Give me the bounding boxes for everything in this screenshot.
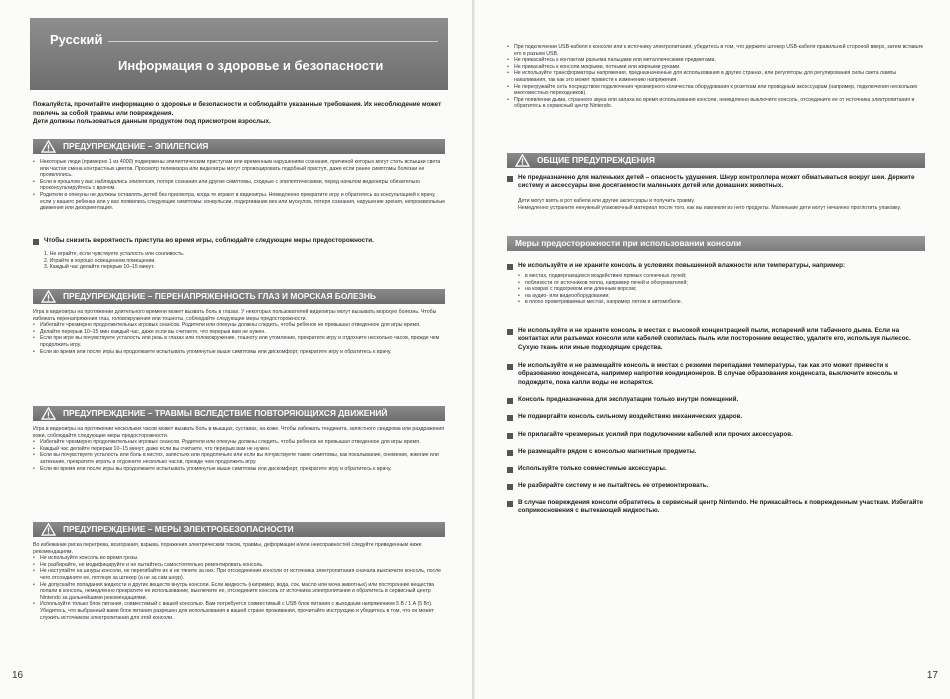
precaution-text: Не подвергайте консоль сильному воздействию механических ударов. [518, 413, 743, 420]
square-bullet-icon [507, 415, 513, 421]
list-item: • Каждый час делайте перерыв 10–15 минут, даже если вы считаете, что перерыв вам не нужен. [33, 446, 445, 453]
epilepsy-body [33, 159, 445, 212]
general-bold-text: Не предназначено для маленьких детей – опасность удушения. Шнур контроллера может обматываться вокруг шеи. Держите систему и аксессуары вне досягаемости маленьких детей или домашних животных. [518, 174, 915, 190]
page-number: 16 [12, 670, 24, 681]
intro-line: Пожалуйста, прочитайте информацию о здоровье и безопасности и соблюдайте указанные требования. Их несоблюдение может повлечь за собой травмы или повреждения. [33, 101, 442, 117]
precaution-text: Не разбирайте систему и не пытайтесь ее отремонтировать. [518, 482, 709, 489]
precaution-sub-bullets [518, 273, 923, 306]
rsi-body [33, 426, 445, 472]
list-item: • Не наступайте на шнуры консоли, не перегибайте их и не тяните за них. При отсоединении консоли от источника электропитания сначала выключите консоль, после чего отсоедините ее, потянув за штекер (а не за сам шнур). [33, 568, 445, 581]
list-item: • в местах, подвергающихся воздействию прямых солнечных лучей; [518, 273, 923, 280]
list-item: • на аудио- или видеооборудовании; [518, 293, 923, 300]
general-body [518, 198, 923, 211]
list-item: • Делайте перерыв 10–15 мин каждый час, даже если вы считаете, что перерыв вам не нужен. [33, 329, 445, 336]
precaution-item [507, 465, 925, 473]
usb-bullets [507, 44, 925, 110]
list-item: • Если при игре вы почувствуете усталость или резь в глазах или головокружение, тошноту или утомление, прекратите игру и отдохните несколько часов, прежде чем продолжить игру. [33, 335, 445, 348]
precaution-item [507, 482, 925, 490]
square-bullet-icon [507, 433, 513, 439]
precaution-item [507, 262, 925, 270]
list-item: • в плохо проветриваемых местах, например летом в автомобиле. [518, 299, 923, 306]
list-item: • на коврах с подогревом или длинным ворсом; [518, 286, 923, 293]
list-item: 3. Каждый час делайте перерыв 10–15 минут. [44, 264, 155, 271]
precaution-item [507, 413, 925, 421]
list-item: • Используйте только блок питания, совместимый с вашей консолью. Вам потребуется совместимый с USB блок питания с выходным напряжением 5 В / 1 А (5 Вт). Убедитесь, что выбранный вами блок питания разрешен для использования в вашей стране проживания, прочитайте инструкцию и убедитесь в том, что он может служить источником электропитания для этой консоли. [33, 601, 445, 621]
precautions-heading-band [507, 236, 925, 251]
list-item: • Если вы почувствуете усталость или боль в кистях, запястьях или предплечьях или если вы почувствуете такие симптомы, как покалывание, онемение, жжение или затекание, прекратите играть и отдохните несколько часов, прежде чем продолжить игру. [33, 452, 445, 465]
language-label: Русский [50, 32, 103, 47]
epilepsy-subheading-text: Чтобы снизить вероятность приступа во время игры, соблюдайте следующие меры предосторожности. [44, 237, 374, 244]
paragraph: Дети могут взять в рот кабели или другие аксессуары и получить травму. [518, 198, 695, 204]
precaution-text: Используйте только совместимые аксессуары. [518, 465, 667, 472]
precaution-text: Не используйте и не храните консоль в местах с высокой концентрацией пыли, испарений или табачного дыма. Если на контактах или разъемах консоли или кабелей скопилась пыль или посторонние вещество, удалите его, используя пылесос. Сухую ткань или иные подходящие средства. [518, 327, 911, 351]
electric-heading-band [33, 522, 445, 537]
right-page [475, 0, 950, 699]
precaution-item [507, 362, 925, 387]
warning-icon [515, 154, 530, 167]
warning-icon [41, 523, 56, 536]
list-item: • Если в прошлом у вас наблюдались эпилепсия, потеря сознания или другие симптомы, сходные с эпилептическими, перед началом видеоигры обязательно проконсультируйтесь с врачом. [33, 179, 445, 192]
list-item: • поблизости от источников тепла, например печей и обогревателей; [518, 280, 923, 287]
square-bullet-icon [507, 501, 513, 507]
precaution-item [507, 499, 925, 516]
warning-icon [41, 407, 56, 420]
paragraph: Игра в видеоигры на протяжении нескольких часов может вызвать боль в мышцах, суставах, на коже. Чтобы избежать тендинита, запястного синдрома или раздражения кожи, соблюдайте следующие меры предосторожности. [33, 426, 445, 439]
header-divider [108, 41, 438, 42]
warning-icon [41, 290, 56, 303]
list-item: • Не допускайте попадания жидкости и других веществ внутрь консоли. Если жидкость (например, вода, сок, масло или моча животных) или посторонние вещества попали в консоль, немедленно прекратите ее использование, выключите ее, отсоедините консоль от источника электропитания и обратитесь в сервисный центр Nintendo за дальнейшими рекомендациями. [33, 582, 445, 602]
precaution-text: Консоль предназначена для эксплуатации только внутри помещений. [518, 396, 739, 403]
list-item: • Не разбирайте, не модифицируйте и не пытайтесь самостоятельно ремонтировать консоль. [33, 562, 445, 569]
precaution-item [507, 448, 925, 456]
paragraph: Во избежание риска перегрева, возгорания, взрыва, поражения электрическим током, травмы, деформации и/или неисправностей следуйте приведенным ниже рекомендациям. [33, 542, 422, 555]
list-item: • Не перегружайте сеть посредством подключения чрезмерного количества оборудования к розеткам или проводным аксессуарам (например, подключения нескольких многоместных переходников). [507, 84, 925, 97]
electric-heading: ПРЕДУПРЕЖДЕНИЕ – МЕРЫ ЭЛЕКТРОБЕЗОПАСНОСТИ [63, 524, 294, 534]
warning-icon [41, 140, 56, 153]
list-item: • При появлении дыма, странного звука или запаха во время использования консоли, немедленно выключите консоль, отсоедините ее от источника электропитания и обратитесь в сервисный центр Nintendo. [507, 97, 925, 110]
general-bold [507, 174, 925, 191]
rsi-heading: ПРЕДУПРЕЖДЕНИЕ – ТРАВМЫ ВСЛЕДСТВИЕ ПОВТОРЯЮЩИХСЯ ДВИЖЕНИЙ [63, 408, 388, 418]
square-bullet-icon [33, 239, 39, 245]
square-bullet-icon [507, 329, 513, 335]
list-item: • Не прикасайтесь к контактам разъема пальцами или металлическими предметами. [507, 57, 925, 64]
square-bullet-icon [507, 398, 513, 404]
list-item: • Не используйте консоль во время грозы. [33, 555, 445, 562]
list-item: • При подключении USB-кабеля к консоли или к источнику электропитания, убедитесь в том, что держите штекер USB-кабеля правильной стороной вверх, затем вставьте его в разъем USB. [507, 44, 925, 57]
general-heading-band [507, 153, 925, 168]
precaution-item [507, 396, 925, 404]
square-bullet-icon [507, 450, 513, 456]
page-title: Информация о здоровье и безопасности [118, 58, 384, 73]
square-bullet-icon [507, 364, 513, 370]
list-item: • Избегайте чрезмерно продолжительных игровых сеансов. Родители или опекуны должны следить, чтобы ребенок не превышал отведенное для игры время. [33, 439, 445, 446]
precautions-heading: Меры предосторожности при использовании консоли [515, 238, 742, 248]
list-item: • Не прикасайтесь к консоли мокрыми, потными или жирными руками. [507, 64, 925, 71]
precaution-text: Не размещайте рядом с консолью магнитные предметы. [518, 448, 697, 455]
intro-text [33, 101, 445, 127]
list-item: 1. Не играйте, если чувствуете усталость или сонливость. [44, 251, 185, 257]
epilepsy-heading: ПРЕДУПРЕЖДЕНИЕ – ЭПИЛЕПСИЯ [63, 141, 209, 151]
rsi-heading-band [33, 406, 445, 421]
list-item: • Не используйте трансформаторы напряжения, предназначенные для использования в других странах, или регуляторы для регулирования силы света лампы накаливания, так как это может привести к изменению напряжения. [507, 70, 925, 83]
list-item: • Избегайте чрезмерно продолжительных игровых сеансов. Родители или опекуны должны следить, чтобы ребенок не превышал отведенное для игры время. [33, 322, 445, 329]
eye-heading: ПРЕДУПРЕЖДЕНИЕ – ПЕРЕНАПРЯЖЕННОСТЬ ГЛАЗ И МОРСКАЯ БОЛЕЗНЬ [63, 291, 376, 301]
general-heading: ОБЩИЕ ПРЕДУПРЕЖДЕНИЯ [537, 155, 655, 165]
epilepsy-steps [44, 251, 444, 271]
list-item: • Если во время или после игры вы продолжаете испытывать упомянутые выше симптомы или дискомфорт, прекратите игру и обратитесь к врачу. [33, 466, 445, 473]
intro-line: Дети должны пользоваться данным продуктом под присмотром взрослых. [33, 118, 271, 126]
precaution-text: Не используйте и не размещайте консоль в местах с резкими перепадами температуры, так как это может привести к образованию конденсата, например напротив кондиционеров. В случае образования конденсата, выключите консоль и подождите, пока капли воды не испарятся. [518, 362, 898, 386]
epilepsy-heading-band [33, 139, 445, 154]
paragraph: Игра в видеоигры на протяжении длительного времени может вызвать боль в глазах. У некоторых пользователей видеоигры могут вызывать морскую болезнь. Чтобы избежать перенапряжения глаз, головокружения или тошноты, соблюдайте следующие меры предосторожности. [33, 309, 437, 322]
eye-heading-band [33, 289, 445, 304]
square-bullet-icon [507, 467, 513, 473]
header-banner [30, 18, 448, 90]
epilepsy-subheading [33, 237, 445, 245]
list-item: • Если во время или после игры вы продолжаете испытывать упомянутые выше симптомы или дискомфорт, прекратите игру и обратитесь к врачу. [33, 349, 445, 356]
precaution-text: Не прилагайте чрезмерных усилий при подключении кабелей или прочих аксессуаров. [518, 431, 793, 438]
page-number: 17 [926, 670, 938, 681]
paragraph: Немедленно устраните ненужный упаковочный материал после того, как вы извлекли из него продукты. Маленькие дети могут нечаянно проглотить упаковку. [518, 204, 901, 211]
electric-body [33, 542, 445, 621]
precaution-item [507, 431, 925, 439]
list-item: 2. Играйте в хорошо освещенном помещении. [44, 257, 156, 264]
square-bullet-icon [507, 176, 513, 182]
square-bullet-icon [507, 264, 513, 270]
eye-body [33, 309, 445, 355]
list-item: • Родители и опекуны не должны оставлять детей без присмотра, когда те играют в видеоигры. Немедленно прекратите игру и обратитесь за консультацией к врачу, если у вашего ребенка или у вас появились следующие симптомы: конвульсии, подергивание век или мускулов, потеря сознания, нарушение зрения, непроизвольные движения или дезориентация. [33, 192, 445, 212]
precaution-text: Не используйте и не храните консоль в условиях повышенной влажности или температуры, например: [518, 262, 846, 269]
precaution-text: В случае повреждения консоли обратитесь в сервисный центр Nintendo. Не прикасайтесь к поврежденным участкам. Избегайте соприкосновения с вытекающей жидкостью. [518, 499, 923, 515]
list-item: • Некоторые люди (примерно 1 из 4000) подвержены эпилептическим приступам или временным нарушениям сознания, причиной которых могут стать вспышки света или частая смена контрастных цветов. Просмотр телевизора или видеоигры могут спровоцировать подобный приступ, даже если ранее симптомы болезни не проявлялись. [33, 159, 445, 179]
precaution-item [507, 327, 925, 352]
square-bullet-icon [507, 484, 513, 490]
